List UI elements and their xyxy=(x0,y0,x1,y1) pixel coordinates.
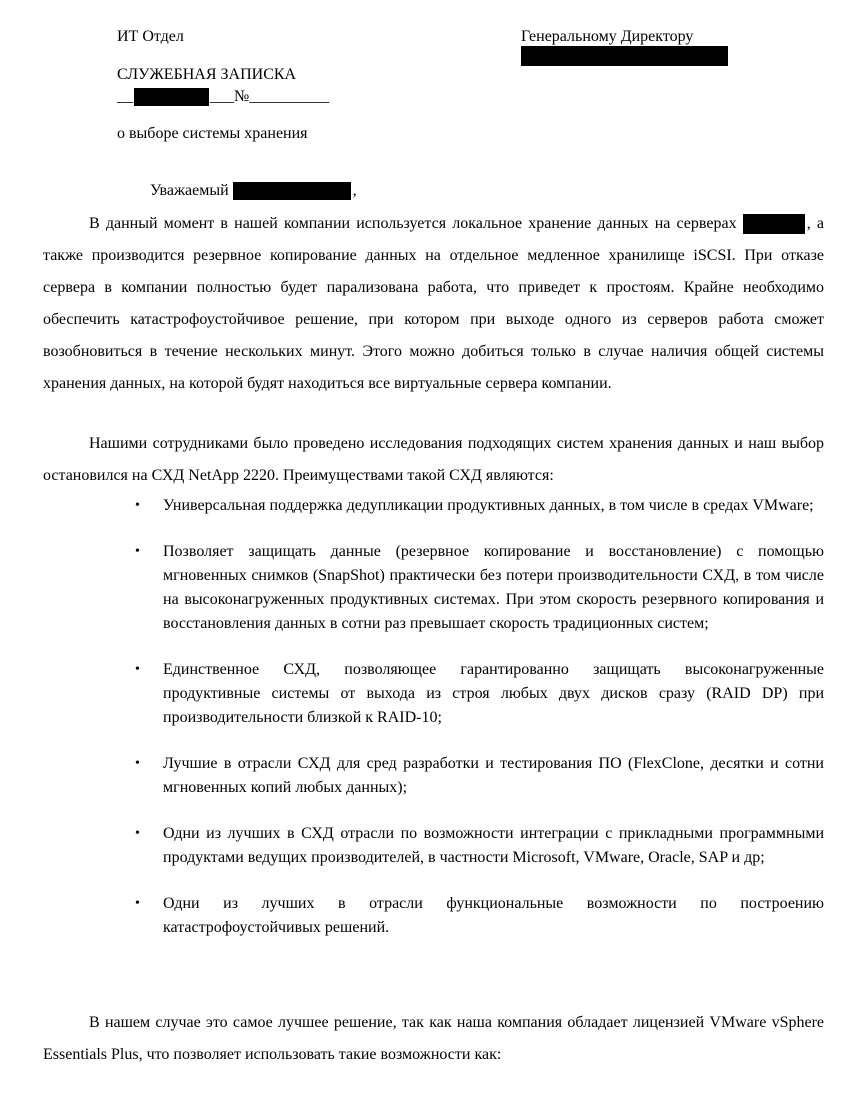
bullet-icon: • xyxy=(135,498,140,513)
list-item xyxy=(135,892,824,940)
redacted-server-names xyxy=(743,214,805,234)
paragraph-netapp-choice: Нашими сотрудниками было проведено исследования подходящих систем хранения данных и наш выбор остановился на СХД NetApp 2220. Преимуществами такой СХД являются: xyxy=(43,435,824,484)
list-item xyxy=(135,752,824,800)
bullet-icon: • xyxy=(135,756,140,771)
paragraph-1-rest: , а также производится резервное копирование данных на отдельное медленное хранилище iSCSI. При отказе сервера в компании полностью будет парализована работа, что приведет к простоям. Крайне необходимо обеспечить катастрофоустойчивое решение, при котором при выходе одного из серверов работа сможет возобновиться в течение нескольких минут. Этого можно добиться только в случае наличия общей системы хранения данных, на которой будят находиться все виртуальные сервера компании. xyxy=(43,215,824,392)
memo-date-line xyxy=(117,88,329,106)
list-item xyxy=(135,494,824,518)
memo-number-line: ___№__________ xyxy=(210,88,330,105)
list-item-text: Одни из лучших в отрасли функциональные возможности по построению катастрофоустойчивых решений. xyxy=(163,895,824,936)
bullet-icon: • xyxy=(135,544,140,559)
paragraph-vmware-license: В нашем случае это самое лучшее решение, так как наша компания обладает лицензией VMware vSphere Essentials Plus, что позволяет использовать такие возможности как: xyxy=(43,1014,824,1063)
list-item xyxy=(135,658,824,730)
addressee-label: Генеральному Директору xyxy=(521,28,694,45)
list-item-text: Одни из лучших в СХД отрасли по возможности интеграции с прикладными программными продуктами ведущих производителей, в частности Microsoft, VMware, Oracle, SAP и др; xyxy=(163,825,824,866)
list-item-text: Позволяет защищать данные (резервное копирование и восстановление) с помощью мгновенных снимков (SnapShot) практически без потери производительности СХД, в том числе на высоконагруженных продуктивных системах. При этом скорость резервного копирования и восстановления данных в сотни раз превышает скорость традиционных систем; xyxy=(163,543,824,632)
memo-subject: о выборе системы хранения xyxy=(117,125,308,142)
greeting-suffix: , xyxy=(352,182,357,199)
redacted-director-name xyxy=(521,46,728,66)
list-item xyxy=(135,540,824,636)
greeting xyxy=(150,182,357,200)
bullet-icon: • xyxy=(135,662,140,677)
list-item-text: Лучшие в отрасли СХД для сред разработки и тестирования ПО (FlexClone, десятки и сотни мгновенных копий любых данных); xyxy=(163,755,824,796)
advantages-list xyxy=(135,494,824,962)
memo-date-prefix: __ xyxy=(117,88,133,105)
redacted-date xyxy=(134,88,209,106)
bullet-icon: • xyxy=(135,896,140,911)
department-label: ИТ Отдел xyxy=(117,28,184,45)
list-item xyxy=(135,822,824,870)
bullet-icon: • xyxy=(135,826,140,841)
list-item-text: Универсальная поддержка дедупликации продуктивных данных, в том числе в средах VMware; xyxy=(163,497,814,514)
redacted-recipient-name xyxy=(233,182,351,200)
list-item-text: Единственное СХД, позволяющее гарантированно защищать высоконагруженные продуктивные системы от выхода из строя любых двух дисков сразу (RAID DP) при производительности близкой к RAID-10; xyxy=(163,661,824,726)
paragraph-current-storage xyxy=(43,208,824,400)
greeting-salutation: Уважаемый xyxy=(150,182,229,199)
paragraph-1-start: В данный момент в нашей компании используется локальное хранение данных на серверах xyxy=(89,215,743,232)
memo-title: СЛУЖЕБНАЯ ЗАПИСКА xyxy=(117,66,297,83)
